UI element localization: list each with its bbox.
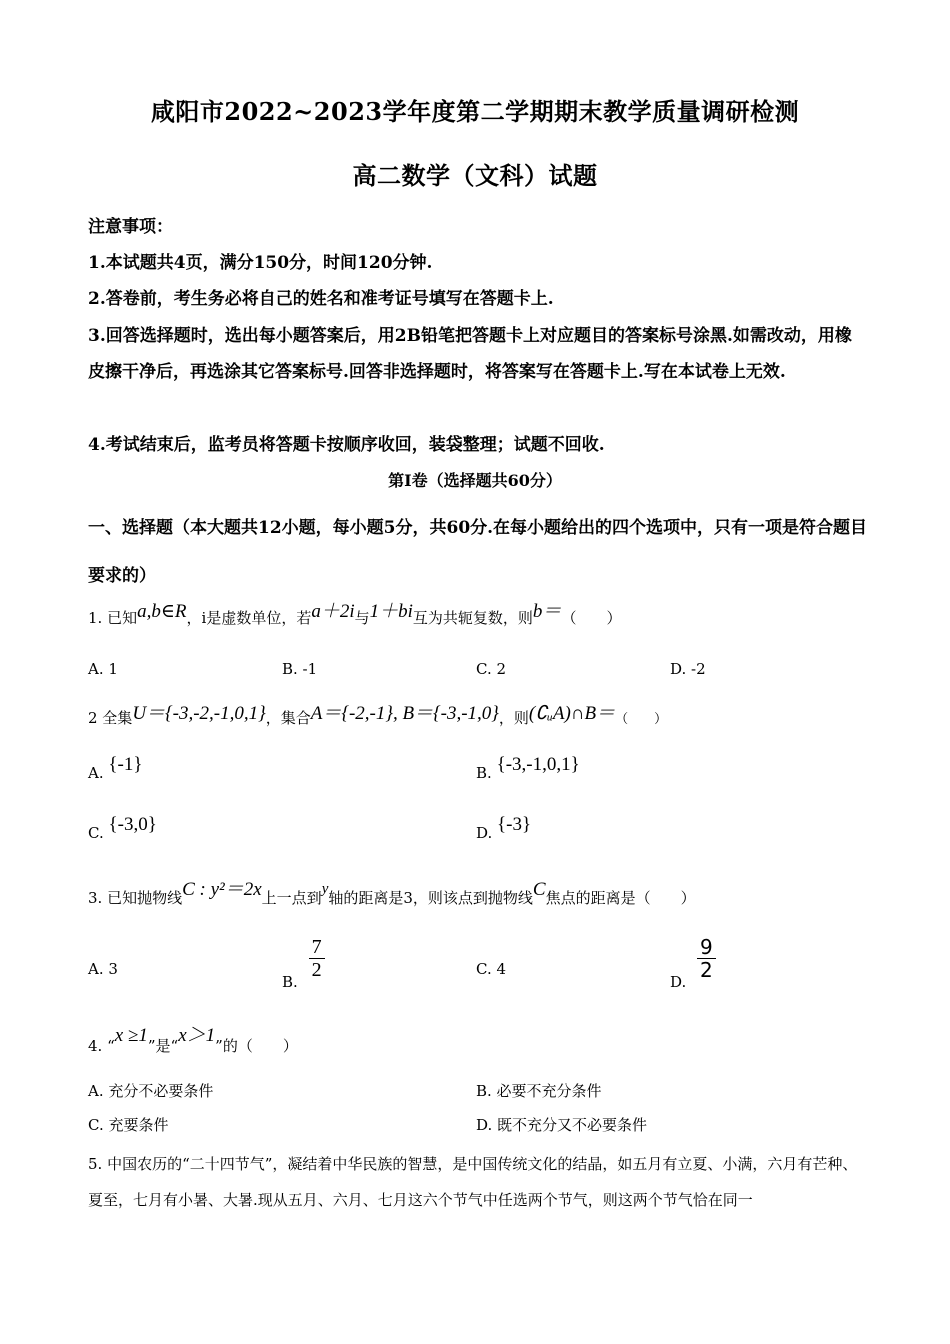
q1-text: （ ）	[561, 609, 622, 627]
q2-option-b	[476, 754, 580, 784]
q3-text: 上一点到	[261, 889, 322, 907]
q3-text: 焦点的距离是（ ）	[545, 889, 696, 907]
q1-text: 与	[354, 609, 370, 627]
q3-math: y	[321, 881, 329, 897]
notice-item: 2.答卷前，考生务必将自己的姓名和准考证号填写在答题卡上.	[88, 289, 554, 309]
q3-math: C : y²＝2x	[182, 879, 262, 900]
q2-option-label: D.	[476, 824, 493, 842]
notice-item: 4.考试结束后，监考员将答题卡按顺序收回，装袋整理；试题不回收.	[88, 435, 605, 455]
q1-option-c: C. 2	[476, 660, 507, 678]
q1-option-a: A. 1	[88, 660, 118, 678]
q3-math: C	[532, 879, 546, 900]
q3-option-d	[670, 935, 716, 991]
question-4-stem	[88, 1025, 868, 1057]
q4-math: x ≥1	[114, 1025, 148, 1046]
q2-text: （ ）	[615, 712, 668, 727]
q4-option-a: A. 充分不必要条件	[88, 1082, 214, 1100]
q1-text: ，i是虚数单位，若	[186, 609, 312, 627]
q2-math: (∁ᵤA)∩B＝	[528, 703, 616, 724]
q1-math: a＋2i	[311, 601, 355, 622]
q4-math: x＞1	[178, 1025, 216, 1046]
notice-heading: 注意事项：	[88, 217, 173, 237]
q1-math: 1＋bi	[369, 601, 413, 622]
q4-option-c: C. 充要条件	[88, 1116, 169, 1134]
q2-math: A＝{-2,-1}, B＝{-3,-1,0}	[310, 703, 499, 724]
q3-option-fraction: $\frac{7}{2}$	[309, 936, 325, 981]
q4-text: 4. “	[88, 1037, 115, 1055]
q4-option-b: B. 必要不充分条件	[476, 1082, 602, 1100]
q3-option-label: B.	[282, 972, 298, 991]
q4-option-d: D. 既不充分又不必要条件	[476, 1116, 648, 1134]
q3-option-a: A. 3	[88, 960, 118, 978]
q2-option-d	[476, 814, 532, 844]
question-2-stem	[88, 702, 868, 729]
q1-text: 1. 已知	[88, 609, 138, 627]
q2-option-c	[88, 814, 157, 844]
q2-option-value: {-3,0}	[108, 814, 157, 835]
q3-text: 3. 已知抛物线	[88, 889, 183, 907]
exam-subtitle: 高二数学（文科）试题	[352, 161, 598, 190]
q4-text: ”的（ ）	[215, 1037, 298, 1055]
part-heading: 一、选择题（本大题共12小题，每小题5分，共60分.在每小题给出的四个选项中，只有一项是符合题目要求的）	[88, 518, 868, 586]
q1-text: 互为共轭复数，则	[412, 609, 533, 627]
q1-math: b＝	[532, 601, 562, 622]
q2-option-label: A.	[88, 764, 104, 782]
q3-option-label: D.	[670, 972, 687, 991]
question-5-stem: 5. 中国农历的“二十四节气”，凝结着中华民族的智慧，是中国传统文化的结晶，如五月有立夏、小满，六月有芒种、夏至，七月有小暑、大暑.现从五月、六月、七月这六个节气中任选两个节气，则这两个节气恰在同一	[88, 1155, 858, 1209]
q3-option-c: C. 4	[476, 960, 507, 978]
q2-option-label: C.	[88, 824, 104, 842]
q4-text: ”是“	[147, 1037, 179, 1055]
notice-item: 3.回答选择题时，选出每小题答案后，用2B铅笔把答题卡上对应题目的答案标号涂黑.如需改动，用橡皮擦干净后，再选涂其它答案标号.回答非选择题时，将答案写在答题卡上.写在本试卷上无效.	[88, 326, 852, 382]
q2-option-value: {-3,-1,0,1}	[496, 754, 580, 775]
section-heading: 第I卷（选择题共60分）	[388, 471, 562, 490]
question-3-stem	[88, 879, 868, 909]
q1-math: a,b∈R	[137, 601, 187, 622]
q2-text: ，集合	[265, 709, 311, 727]
q3-option-fraction: $\frac{9}{2}$	[697, 936, 716, 981]
q3-text: 轴的距离是3，则该点到抛物线	[328, 889, 533, 907]
q2-text: 2 全集	[88, 709, 133, 727]
notice-item: 1.本试题共4页，满分150分，时间120分钟.	[88, 253, 433, 273]
q2-option-value: {-1}	[108, 754, 143, 775]
q1-option-b: B. -1	[282, 660, 318, 678]
q2-math: U＝{-3,-2,-1,0,1}	[132, 703, 266, 724]
q2-text: ，则	[498, 709, 529, 727]
question-1-stem	[88, 602, 868, 629]
q2-option-value: {-3}	[497, 814, 532, 835]
q2-option-label: B.	[476, 764, 492, 782]
q2-option-a	[88, 754, 143, 784]
exam-title: 咸阳市2022~2023学年度第二学期期末教学质量调研检测	[150, 97, 800, 126]
q3-option-b	[282, 936, 325, 991]
q1-option-d: D. -2	[670, 660, 706, 678]
